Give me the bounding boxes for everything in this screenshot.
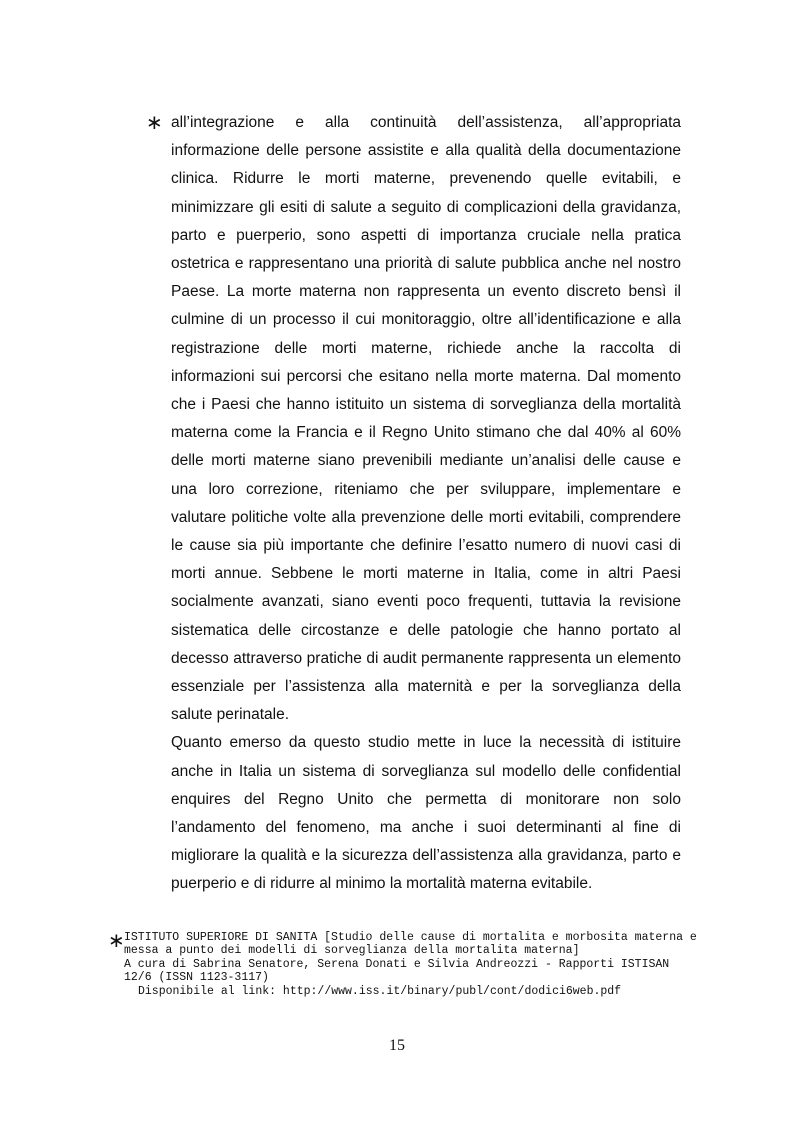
footnote-star-icon: ∗	[108, 928, 125, 952]
footnote-line: messa a punto dei modelli di sorveglianza della mortalita materna]	[124, 944, 580, 958]
bullet-star-icon: ∗	[146, 110, 163, 134]
paragraph-1: all’integrazione e alla continuità dell’assistenza, all’appropriata informazione delle persone assistite e alla qualità della documentazione clinica. Ridurre le morti materne, prevenendo quelle evitabili, e minimizzare gli esiti di salute a seguito di complicazioni della gravidanza, parto e puerperio, sono aspetti di importanza cruciale nella pratica ostetrica e rappresentano una priorità di salute pubblica anche nel nostro Paese. La morte materna non rappresenta un evento discreto bensì il culmine di un processo il cui monitoraggio, oltre all’identificazione e alla registrazione delle morti materne, richiede anche la raccolta di informazioni sui percorsi che esitano nella morte materna. Dal momento che i Paesi che hanno istituito un sistema di sorveglianza della mortalità materna come la Francia e il Regno Unito stimano che dal 40% al 60% delle morti materne siano prevenibili mediante un’analisi delle cause e una loro correzione, riteniamo che per sviluppare, implementare e valutare politiche volte alla prevenzione delle morti evitabili, comprendere le cause sia più importante che definire l’esatto numero di nuovi casi di morti annue. Sebbene le morti materne in Italia, come in altri Paesi socialmente avanzati, siano eventi poco frequenti, tuttavia la revisione sistematica delle circostanze e delle patologie che hanno portato al decesso attraverso pratiche di audit permanente rappresenta un elemento essenziale per l’assistenza alla maternità e per la sorveglianza della salute perinatale.	[171, 114, 681, 724]
footnote-line: ISTITUTO SUPERIORE DI SANITA [Studio delle cause di mortalita e morbosita materna e	[124, 931, 697, 944]
footnote	[124, 931, 724, 998]
body-text	[171, 109, 681, 899]
footnote-link[interactable]: Disponibile al link: http://www.iss.it/binary/publ/cont/dodici6web.pdf	[138, 984, 622, 998]
footnote-line: A cura di Sabrina Senatore, Serena Donati e Silvia Andreozzi - Rapporti ISTISAN	[124, 957, 670, 971]
paragraph-2: Quanto emerso da questo studio mette in luce la necessità di istituire anche in Italia un sistema di sorveglianza sul modello delle confidential enquires del Regno Unito che permetta di monitorare non solo l’andamento del fenomeno, ma anche i suoi determinanti al fine di migliorare la qualità e la sicurezza dell’assistenza alla gravidanza, parto e puerperio e di ridurre al minimo la mortalità materna evitabile.	[171, 734, 681, 893]
page-number: 15	[389, 1037, 405, 1054]
footnote-line: 12/6 (ISSN 1123-3117)	[124, 971, 269, 985]
